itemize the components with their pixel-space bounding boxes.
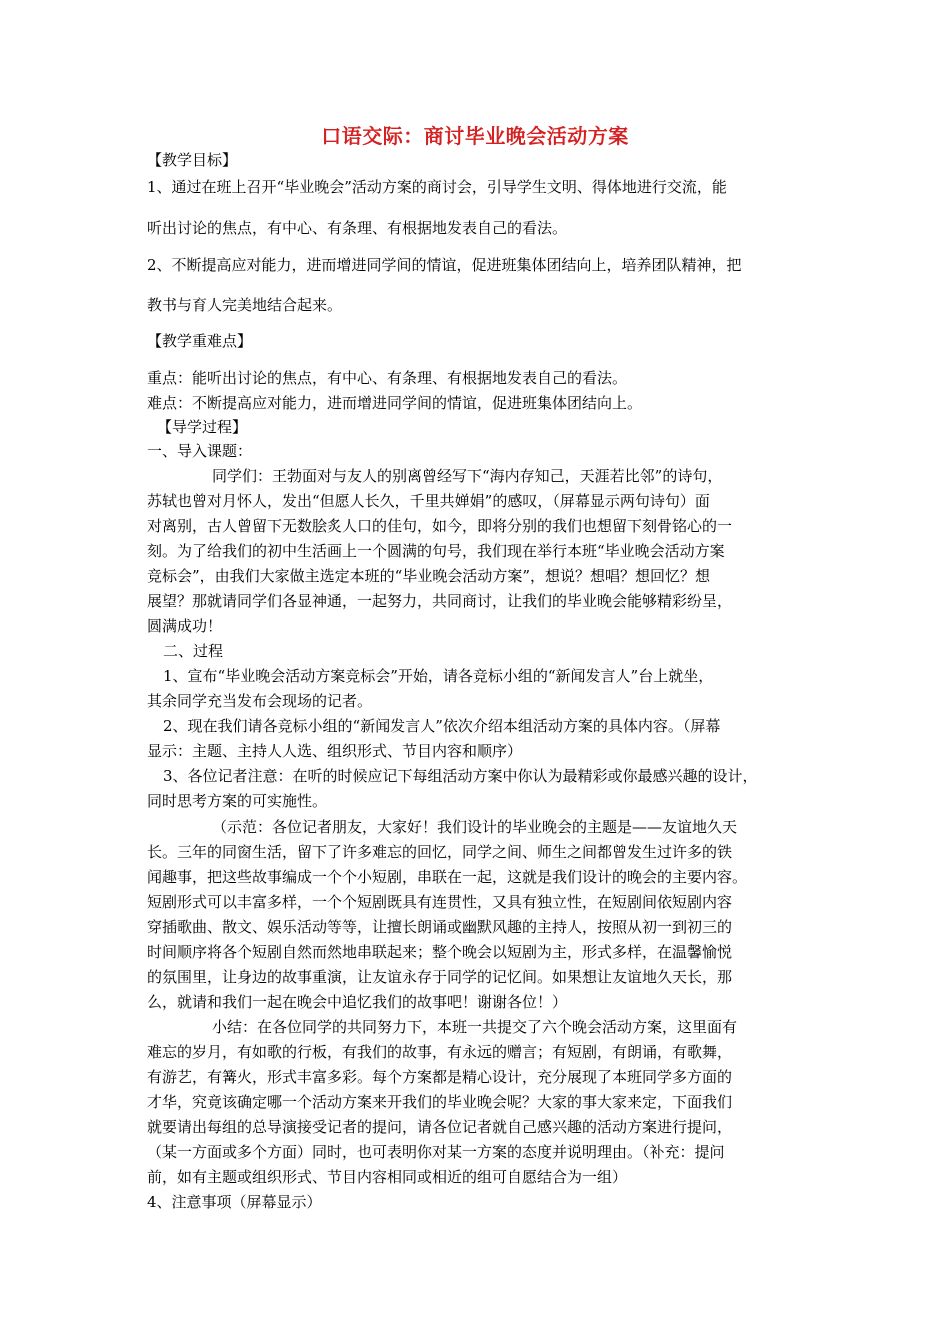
step-1-line: 1、宣布“毕业晚会活动方案竞标会”开始，请各竞标小组的“新闻发言人”台上就坐， — [163, 667, 714, 685]
step-4-line: 4、注意事项（屏幕显示） — [147, 1193, 322, 1211]
step-3-line: 3、各位记者注意：在听的时候应记下每组活动方案中你认为最精彩或你最感兴趣的设计， — [163, 767, 758, 785]
goal-2-line-2: 教书与育人完美地结合起来。 — [147, 296, 343, 314]
example-line: 么，就请和我们一起在晚会中追忆我们的故事吧！谢谢各位！） — [147, 993, 568, 1011]
example-line: 短剧形式可以丰富多样，一个个短剧既具有连贯性，又具有独立性，在短剧间依短剧内容 — [147, 893, 733, 911]
example-line: 长。三年的同窗生活，留下了许多难忘的回忆，同学之间、师生之间都曾发生过许多的铁 — [147, 843, 733, 861]
document-title: 口语交际：商讨毕业晚会活动方案 — [321, 124, 629, 148]
example-line: 闻趣事，把这些故事编成一个个小短剧，串联在一起，这就是我们设计的晚会的主要内容。 — [147, 868, 748, 886]
intro-line: 圆满成功！ — [147, 617, 223, 635]
summary-line: 有游艺，有篝火，形式丰富多彩。每个方案都是精心设计，充分展现了本班同学多方面的 — [147, 1068, 733, 1086]
example-line: 穿插歌曲、散文、娱乐活动等等，让擅长朗诵或幽默风趣的主持人，按照从初一到初三的 — [147, 918, 733, 936]
goals-heading: 【教学目标】 — [147, 151, 238, 169]
intro-line: 刻。为了给我们的初中生活画上一个圆满的句号，我们现在举行本班“毕业晚会活动方案 — [147, 542, 725, 560]
intro-line: 展望？那就请同学们各显神通，一起努力，共同商讨，让我们的毕业晚会能够精彩纷呈， — [147, 592, 733, 610]
process-subheading: 二、过程 — [163, 642, 224, 660]
key-point: 重点：能听出讨论的焦点，有中心、有条理、有根据地发表自己的看法。 — [147, 369, 628, 387]
intro-heading: 一、导入课题： — [147, 442, 253, 460]
key-heading: 【教学重难点】 — [147, 332, 253, 350]
summary-line: （某一方面或多个方面）同时，也可表明你对某一方案的态度并说明理由。（补充：提问 — [147, 1143, 725, 1161]
intro-line: 对离别，古人曾留下无数脍炙人口的佳句，如今，即将分别的我们也想留下刻骨铭心的一 — [147, 517, 733, 535]
example-line: 的氛围里，让身边的故事重演，让友谊永存于同学的记忆间。如果想让友谊地久天长，那 — [147, 968, 733, 986]
step-2-line: 显示：主题、主持人人选、组织形式、节目内容和顺序） — [147, 742, 523, 760]
summary-line: 难忘的岁月，有如歌的行板，有我们的故事，有永远的赠言；有短剧，有朗诵，有歌舞， — [147, 1043, 733, 1061]
intro-line: 竞标会”，由我们大家做主选定本班的“毕业晚会活动方案”，想说？想唱？想回忆？想 — [147, 567, 711, 585]
example-line: （示范：各位记者朋友，大家好！我们设计的毕业晚会的主题是——友谊地久天 — [212, 818, 738, 836]
goal-2-line-1: 2、不断提高应对能力，进而增进同学间的情谊，促进班集体团结向上，培养团队精神，把 — [147, 256, 742, 274]
summary-line: 就要请出每组的总导演接受记者的提问，请各位记者就自己感兴趣的活动方案进行提问， — [147, 1118, 733, 1136]
hard-point: 难点：不断提高应对能力，进而增进同学间的情谊，促进班集体团结向上。 — [147, 394, 643, 412]
process-heading: 【导学过程】 — [157, 418, 248, 436]
summary-line: 才华，究竟该确定哪一个活动方案来开我们的毕业晚会呢？大家的事大家来定，下面我们 — [147, 1093, 733, 1111]
step-2-line: 2、现在我们请各竞标小组的“新闻发言人”依次介绍本组活动方案的具体内容。（屏幕 — [163, 717, 721, 735]
example-line: 时间顺序将各个短剧自然而然地串联起来；整个晚会以短剧为主，形式多样，在温馨愉悦 — [147, 943, 733, 961]
step-3-line: 同时思考方案的可实施性。 — [147, 792, 328, 810]
intro-line: 同学们：王勃面对与友人的别离曾经写下“海内存知己，天涯若比邻”的诗句， — [212, 467, 723, 485]
goal-1-line-2: 听出讨论的焦点，有中心、有条理、有根据地发表自己的看法。 — [147, 219, 568, 237]
intro-line: 苏轼也曾对月怀人，发出“但愿人长久，千里共婵娟”的感叹，（屏幕显示两句诗句）面 — [147, 492, 710, 510]
goal-1-line-1: 1、通过在班上召开“毕业晚会”活动方案的商讨会，引导学生文明、得体地进行交流，能 — [147, 178, 727, 196]
step-1-line: 其余同学充当发布会现场的记者。 — [147, 692, 373, 710]
summary-line: 小结：在各位同学的共同努力下，本班一共提交了六个晚会活动方案，这里面有 — [212, 1018, 738, 1036]
summary-line: 前，如有主题或组织形式、节目内容相同或相近的组可自愿结合为一组） — [147, 1168, 628, 1186]
